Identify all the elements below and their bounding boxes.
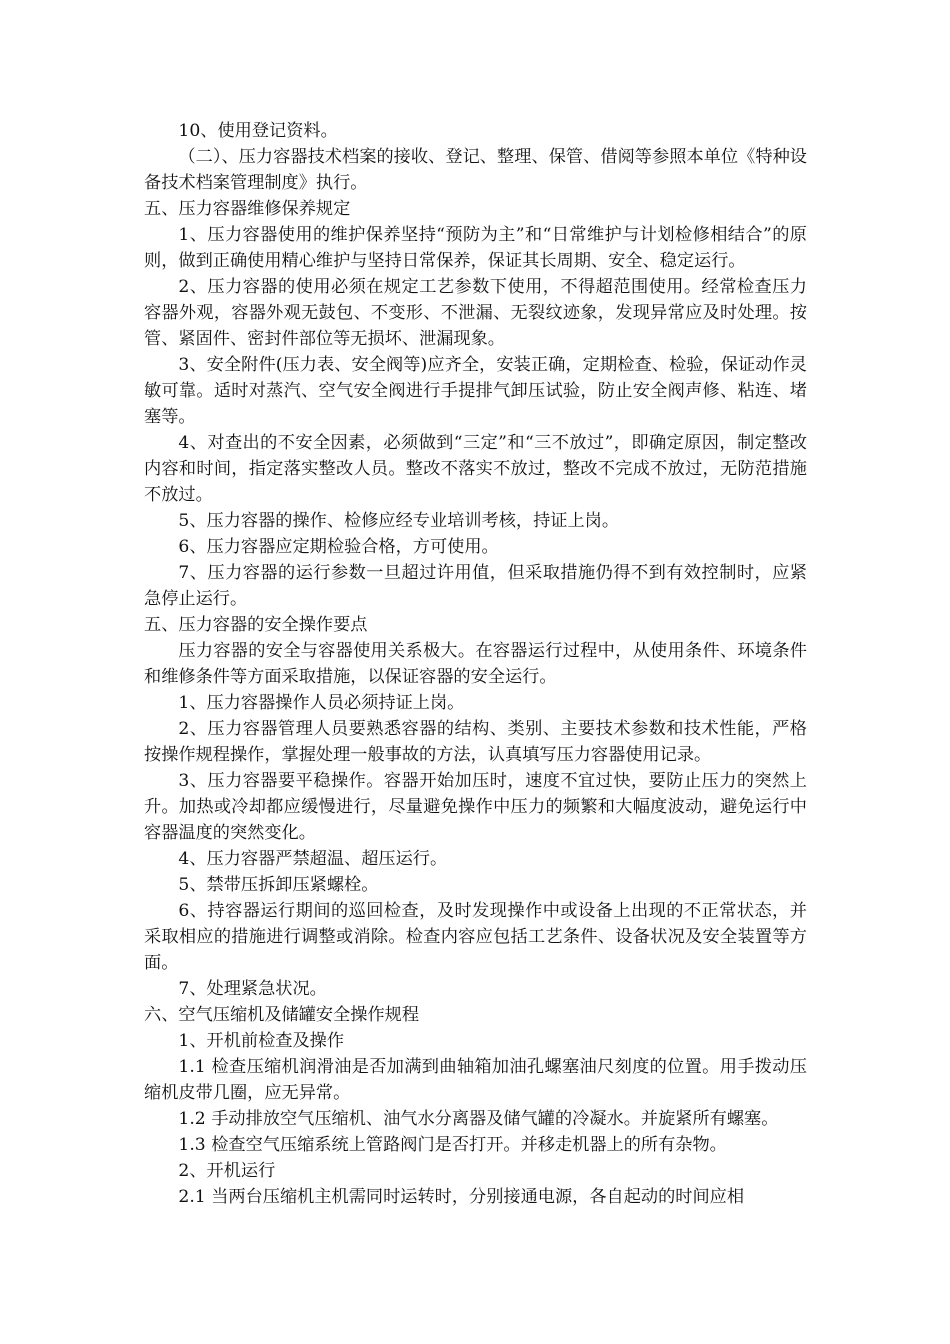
paragraph: 1、开机前检查及操作 (178, 1031, 345, 1051)
section-heading: 五、压力容器的安全操作要点 (144, 615, 368, 635)
paragraph: 4、对查出的不安全因素，必须做到“三定”和“三不放过”，即确定原因，制定整改内容和时间，指定落实整改人员。整改不落实不放过，整改不完成不放过，无防范措施不放过。 (144, 433, 807, 505)
paragraph: 1、压力容器使用的维护保养坚持“预防为主”和“日常维护与计划检修相结合”的原则，做到正确使用精心维护与坚持日常保养，保证其长周期、安全、稳定运行。 (144, 225, 807, 271)
paragraph: 压力容器的安全与容器使用关系极大。在容器运行过程中，从使用条件、环境条件和维修条件等方面采取措施，以保证容器的安全运行。 (144, 641, 807, 687)
paragraph: 7、处理紧急状况。 (178, 979, 327, 999)
section-heading: 五、压力容器维修保养规定 (144, 199, 351, 219)
document-page (144, 118, 807, 1210)
paragraph: 2.1 当两台压缩机主机需同时运转时，分别接通电源，各自起动的时间应相 (178, 1187, 745, 1207)
paragraph: （二）、压力容器技术档案的接收、登记、整理、保管、借阅等参照本单位《特种设备技术档案管理制度》执行。 (144, 147, 807, 193)
paragraph: 3、压力容器要平稳操作。容器开始加压时，速度不宜过快，要防止压力的突然上升。加热或冷却都应缓慢进行，尽量避免操作中压力的频繁和大幅度波动，避免运行中容器温度的突然变化。 (144, 771, 807, 843)
paragraph: 1.2 手动排放空气压缩机、油气水分离器及储气罐的冷凝水。并旋紧所有螺塞。 (178, 1109, 779, 1129)
paragraph: 6、持容器运行期间的巡回检查，及时发现操作中或设备上出现的不正常状态，并采取相应的措施进行调整或消除。检查内容应包括工艺条件、设备状况及安全装置等方面。 (144, 901, 807, 973)
paragraph: 3、安全附件(压力表、安全阀等)应齐全，安装正确，定期检查、检验，保证动作灵敏可靠。适时对蒸汽、空气安全阀进行手提排气卸压试验，防止安全阀声修、粘连、堵塞等。 (144, 355, 807, 427)
paragraph: 1.1 检查压缩机润滑油是否加满到曲轴箱加油孔螺塞油尺刻度的位置。用手拨动压缩机皮带几圈，应无异常。 (144, 1057, 807, 1103)
paragraph: 1、压力容器操作人员必须持证上岗。 (178, 693, 465, 713)
paragraph: 2、压力容器管理人员要熟悉容器的结构、类别、主要技术参数和技术性能，严格按操作规程操作，掌握处理一般事故的方法，认真填写压力容器使用记录。 (144, 719, 807, 765)
paragraph: 10、使用登记资料。 (178, 121, 338, 141)
paragraph: 2、压力容器的使用必须在规定工艺参数下使用，不得超范围使用。经常检查压力容器外观，容器外观无鼓包、不变形、不泄漏、无裂纹迹象，发现异常应及时处理。按管、紧固件、密封件部位等无损坏、泄漏现象。 (144, 277, 807, 349)
paragraph: 6、压力容器应定期检验合格，方可使用。 (178, 537, 499, 557)
paragraph: 1.3 检查空气压缩系统上管路阀门是否打开。并移走机器上的所有杂物。 (178, 1135, 727, 1155)
paragraph: 5、压力容器的操作、检修应经专业培训考核，持证上岗。 (178, 511, 620, 531)
paragraph: 2、开机运行 (178, 1161, 276, 1181)
paragraph: 5、禁带压拆卸压紧螺栓。 (178, 875, 379, 895)
paragraph: 4、压力容器严禁超温、超压运行。 (178, 849, 448, 869)
section-heading: 六、空气压缩机及储罐安全操作规程 (144, 1005, 420, 1025)
paragraph: 7、压力容器的运行参数一旦超过许用值，但采取措施仍得不到有效控制时，应紧急停止运行。 (144, 563, 807, 609)
